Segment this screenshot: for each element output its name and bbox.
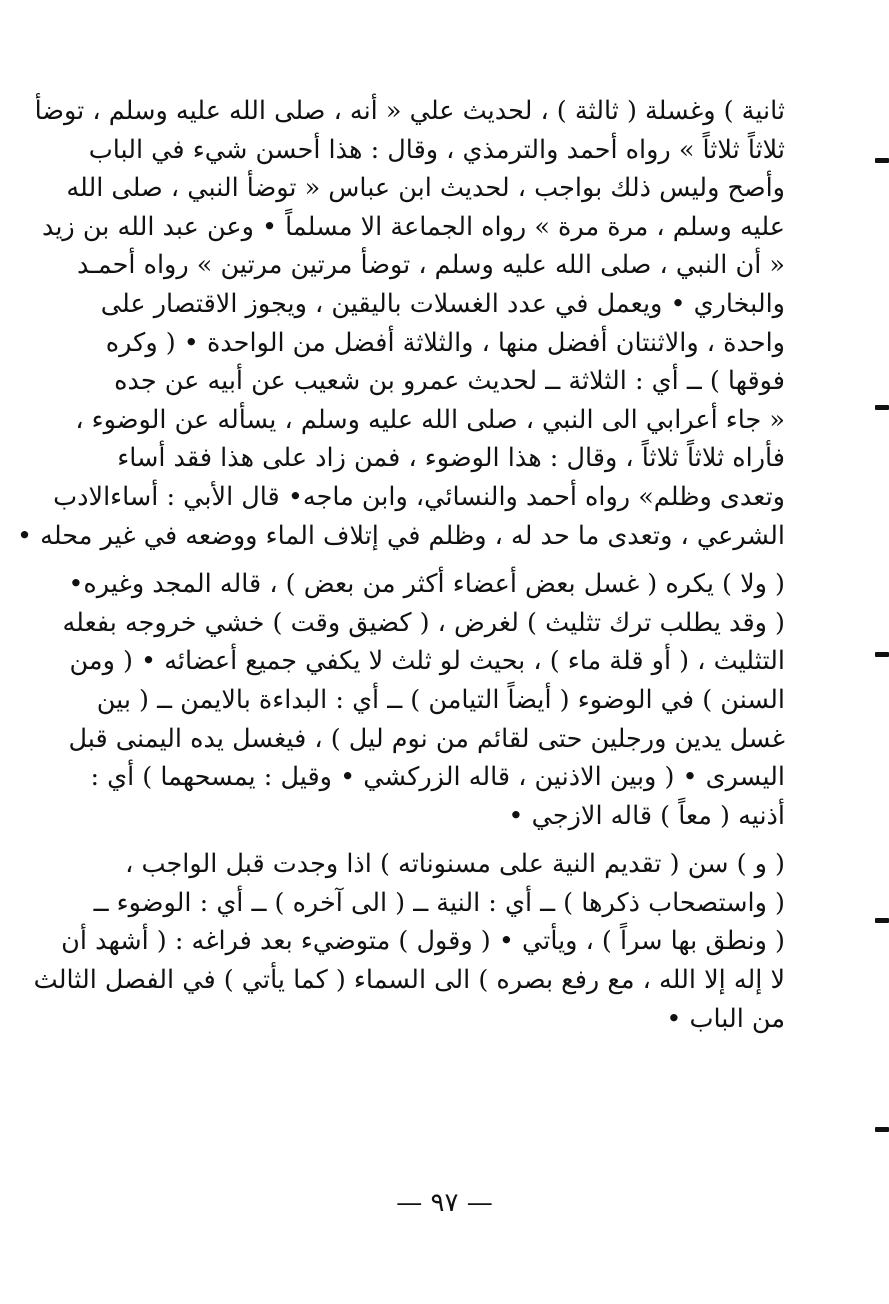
- margin-mark: [875, 918, 889, 923]
- margin-mark: [875, 158, 889, 163]
- paragraph-3: [33, 845, 785, 1038]
- paragraph-1: [17, 92, 785, 555]
- text-line: من الباب •: [666, 1003, 785, 1034]
- text-line: عليه وسلم ، مرة مرة » رواه الجماعة الا مسلماً • وعن عبد الله بن زيد: [41, 211, 785, 242]
- text-line: لا إله إلا الله ، مع رفع بصره ) الى السماء ( كما يأتي ) في الفصل الثالث: [33, 965, 785, 996]
- text-line: « أن النبي ، صلى الله عليه وسلم ، توضأ مرتين مرتين » رواه أحمـد: [77, 250, 785, 281]
- text-line: الشرعي ، وتعدى ما حد له ، وظلم في إتلاف الماء ووضعه في غير محله •: [17, 520, 785, 551]
- text-line: وأصح وليس ذلك بواجب ، لحديث ابن عباس « توضأ النبي ، صلى الله: [66, 173, 785, 204]
- text-line: ( وقد يطلب ترك تثليث ) لغرض ، ( كضيق وقت ) خشي خروجه بفعله: [62, 607, 785, 638]
- paragraph-2: [62, 565, 785, 835]
- text-line: وتعدى وظلم» رواه أحمد والنسائي، وابن ماجه• قال الأبي : أساءالادب: [53, 481, 785, 512]
- text-line: والبخاري • ويعمل في عدد الغسلات باليقين ، ويجوز الاقتصار على: [100, 288, 785, 319]
- text-line: اليسرى • ( وبين الاذنين ، قاله الزركشي • وقيل : يمسحهما ) أي :: [90, 762, 785, 793]
- text-line: واحدة ، والاثنتان أفضل منها ، والثلاثة أفضل من الواحدة • ( وكره: [105, 327, 785, 358]
- margin-mark: [875, 652, 889, 657]
- text-line: فأراه ثلاثاً ثلاثاً ، وقال : هذا الوضوء ، فمن زاد على هذا فقد أساء: [117, 443, 785, 474]
- page-body: [17, 92, 785, 1038]
- text-line: ( و ) سن ( تقديم النية على مسنوناته ) اذا وجدت قبل الواجب ،: [125, 849, 785, 880]
- margin-mark: [875, 405, 889, 410]
- text-line: التثليث ، ( أو قلة ماء ) ، بحيث لو ثلث لا يكفي جميع أعضائه • ( ومن: [69, 646, 785, 677]
- text-line: السنن ) في الوضوء ( أيضاً التيامن ) ــ أي : البداءة بالايمن ــ ( بين: [96, 684, 785, 715]
- margin-mark: [875, 1127, 889, 1132]
- text-line: ( واستصحاب ذكرها ) ــ أي : النية ــ ( الى آخره ) ــ أي : الوضوء ــ: [93, 887, 785, 918]
- text-line: ثلاثاً ثلاثاً » رواه أحمد والترمذي ، وقال : هذا أحسن شيء في الباب: [88, 134, 785, 165]
- text-line: فوقها ) ــ أي : الثلاثة ــ لحديث عمرو بن شعيب عن أبيه عن جده: [114, 366, 785, 397]
- page-number: — ٩٧ —: [396, 1188, 493, 1218]
- text-line: أذنيه ( معاً ) قاله الازجي •: [508, 800, 785, 831]
- text-line: غسل يدين ورجلين حتى لقائم من نوم ليل ) ، فيغسل يده اليمنى قبل: [68, 723, 785, 754]
- text-line: « جاء أعرابي الى النبي ، صلى الله عليه وسلم ، يسأله عن الوضوء ،: [75, 404, 785, 435]
- text-line: ( ولا ) يكره ( غسل بعض أعضاء أكثر من بعض ) ، قاله المجد وغيره•: [68, 569, 785, 600]
- text-line: ( ونطق بها سراً ) ، ويأتي • ( وقول ) متوضيء بعد فراغه : ( أشهد أن: [61, 926, 785, 957]
- text-line: ثانية ) وغسلة ( ثالثة ) ، لحديث علي « أنه ، صلى الله عليه وسلم ، توضأ: [34, 96, 785, 126]
